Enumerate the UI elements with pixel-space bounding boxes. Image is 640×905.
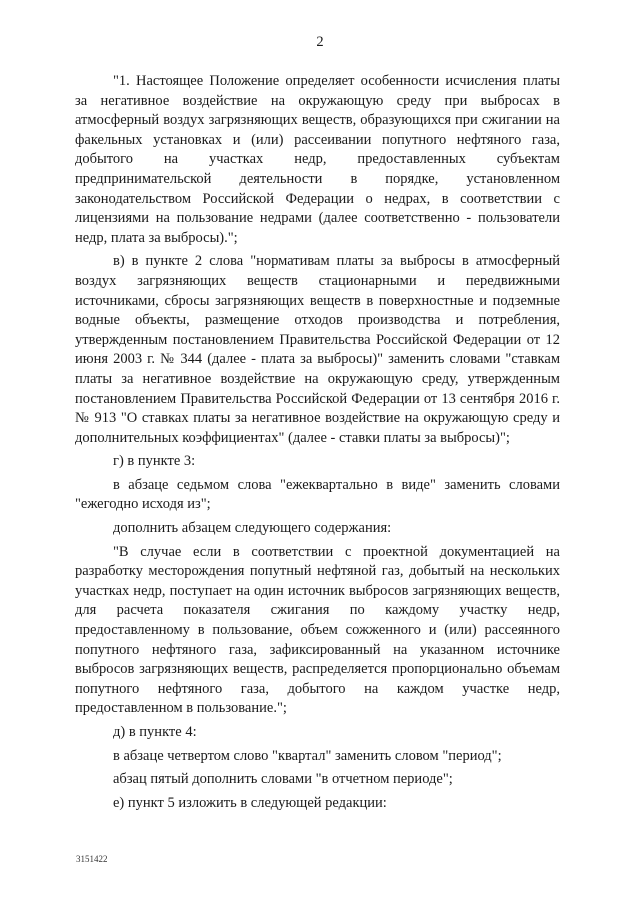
- paragraph-new-abzac-quote: "В случае если в соответствии с проектной документацией на разработку месторождения попутный нефтяной газ, добытый на нескольких участках недр, поступает на один источник выбросов загрязняющих веществ, для расчета показателя сжигания по каждому участку недр, предоставленному в пользование, объем сожженного и (или) рассеянного попутного нефтяного газа, зафиксированный на указанном источнике выбросов загрязняющих веществ, распределяется пропорционально объемам попутного нефтяного газа, добытого на каждом участке недр, предоставленном в пользование.";: [75, 543, 560, 717]
- page-number: 2: [316, 34, 324, 50]
- paragraph-abzac-7: в абзаце седьмом слова "ежеквартально в виде" заменить словами "ежегодно исходя из";: [75, 476, 560, 513]
- document-id: 3151422: [76, 854, 108, 864]
- document-body: [75, 72, 560, 813]
- paragraph-subitem-g: г) в пункте 3:: [113, 453, 196, 470]
- paragraph-abzac-5: абзац пятый дополнить словами "в отчетном периоде";: [113, 771, 453, 788]
- paragraph-item-1-quote: "1. Настоящее Положение определяет особенности исчисления платы за негативное воздействие на окружающую среду при выбросах в атмосферный воздух загрязняющих веществ, образующихся при сжигании на факельных установках и (или) рассеивании попутного нефтяного газа, добытого на участках недр, предоставленных субъектам предпринимательской деятельности в порядке, установленном законодательством Российской Федерации о недрах, в соответствии с лицензиями на пользование недрами (далее соответственно - пользователи недр, плата за выбросы).";: [75, 73, 560, 246]
- paragraph-abzac-4: в абзаце четвертом слово "квартал" заменить словом "период";: [113, 747, 502, 764]
- paragraph-add-abzac: дополнить абзацем следующего содержания:: [113, 520, 392, 537]
- paragraph-subitem-d: д) в пункте 4:: [113, 724, 197, 740]
- paragraph-subitem-e: е) пункт 5 изложить в следующей редакции:: [113, 794, 387, 811]
- paragraph-subitem-v: в) в пункте 2 слова "нормативам платы за выбросы в атмосферный воздух загрязняющих веществ стационарными и передвижными источниками, сбросы загрязняющих веществ в поверхностные и подземные водные объекты, размещение отходов производства и потребления, утвержденным постановлением Правительства Российской Федерации от 12 июня 2003 г. № 344 (далее - плата за выбросы)" заменить словами "ставкам платы за негативное воздействие на окружающую среду, утвержденным постановлением Правительства Российской Федерации от 13 сентября 2016 г. № 913 "О ставках платы за негативное воздействие на окружающую среду и дополнительных коэффициентах" (далее - ставки платы за выбросы)";: [75, 253, 560, 446]
